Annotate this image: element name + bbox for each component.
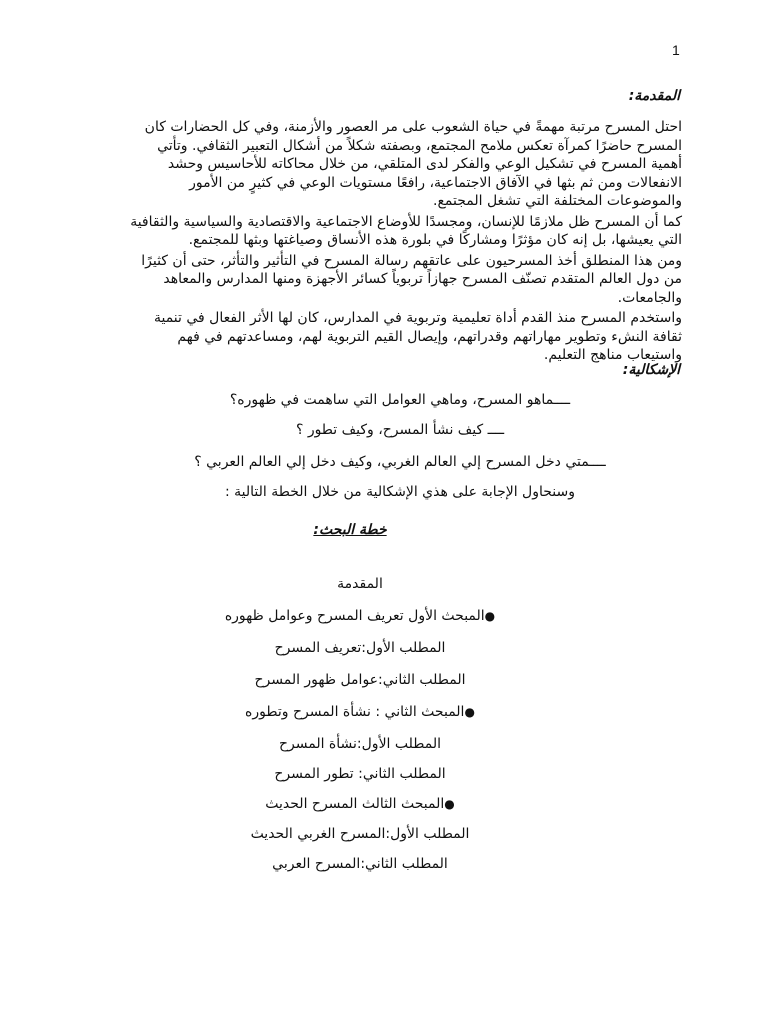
outline-item: ●المبحث الثالث المسرح الحديث (265, 796, 455, 812)
outline-item: المقدمة (337, 576, 383, 592)
question-line: ــــ كيف نشأ المسرح، وكيف تطور ؟ (295, 422, 505, 438)
problem-questions (150, 392, 650, 512)
outline-item: المطلب الثاني: تطور المسرح (274, 766, 446, 782)
intro-paragraph: احتل المسرح مرتبة مهمةً في حياة الشعوب على مر العصور والأزمنة، وفي كل الحضارات كان المسرح حاضرًا كمرآة تعكس ملامح المجتمع، وبصفته شكلاً من أشكال التعبير الثقافي. وتأتي أهمية المسرح في تشكيل الوعي والفكر لدى المتلقي، من خلال محاكاته للأحاسيس وحشد الانفعالات ومن ثم بثها في الآفاق الاجتماعية، رافعًا مستويات الوعي في كثيرٍ من الأمور والموضوعات المختلفة التي تشغل المجتمع. (144, 119, 682, 209)
outline-item: ●المبحث الأول تعريف المسرح وعوامل ظهوره (224, 608, 496, 624)
page-number: 1 (672, 42, 680, 58)
intro-body (126, 118, 682, 367)
problem-heading: الإشكالية: (622, 362, 680, 378)
outline-item: المطلب الأول:تعريف المسرح (274, 640, 446, 656)
bullet-icon: ● (484, 609, 496, 623)
bullet-icon: ● (444, 797, 455, 811)
intro-paragraph: واستخدم المسرح منذ القدم أداة تعليمية وتربوية في المدارس، كان لها الأثر الفعال في تنمية ثقافة النشء وتطوير مهاراتهم وقدراتهم، وإيصال القيم التربوية لهم، ومساعدتهم في فهم واستيعاب مناهج التعليم. (153, 310, 682, 363)
outline-item: المطلب الأول:المسرح الغربي الحديث (250, 826, 470, 842)
intro-heading: المقدمة: (628, 88, 680, 104)
question-line: ــــماهو المسرح، وماهي العوامل التي ساهمت في ظهوره؟ (229, 392, 571, 408)
intro-paragraph: كما أن المسرح ظل ملازمًا للإنسان، ومجسدًا للأوضاع الاجتماعية والاقتصادية والسياسية والثقافية التي يعيشها، بل إنه كان مؤثرًا ومشاركًا في بلورة هذه الأنساق وصياغتها وبثها للمجتمع. (130, 213, 682, 248)
question-line: ــــمتي دخل المسرح إلي العالم الغربي، وكيف دخل إلي العالم العربي ؟ (194, 454, 606, 470)
outline-item: المطلب الأول:نشأة المسرح (278, 736, 442, 752)
outline-item: ●المبحث الثاني : نشأة المسرح وتطوره (245, 704, 475, 720)
plan-title: خطة البحث: (313, 522, 387, 538)
outline-item: المطلب الثاني:المسرح العربي (272, 856, 448, 872)
outline-item: المطلب الثاني:عوامل ظهور المسرح (254, 672, 466, 688)
question-line: وسنحاول الإجابة على هذي الإشكالية من خلال الخطة التالية : (224, 484, 576, 500)
bullet-icon: ● (464, 705, 475, 719)
intro-paragraph: ومن هذا المنطلق أخذ المسرحيون على عاتقهم رسالة المسرح في التأثير والتأثر، حتى أن كثيرًا من دول العالم المتقدم تصنّف المسرح جهازاً تربوياً كسائر الأجهزة ومنها المدارس والمعاهد والجامعات. (141, 252, 682, 306)
plan-outline (170, 576, 550, 876)
